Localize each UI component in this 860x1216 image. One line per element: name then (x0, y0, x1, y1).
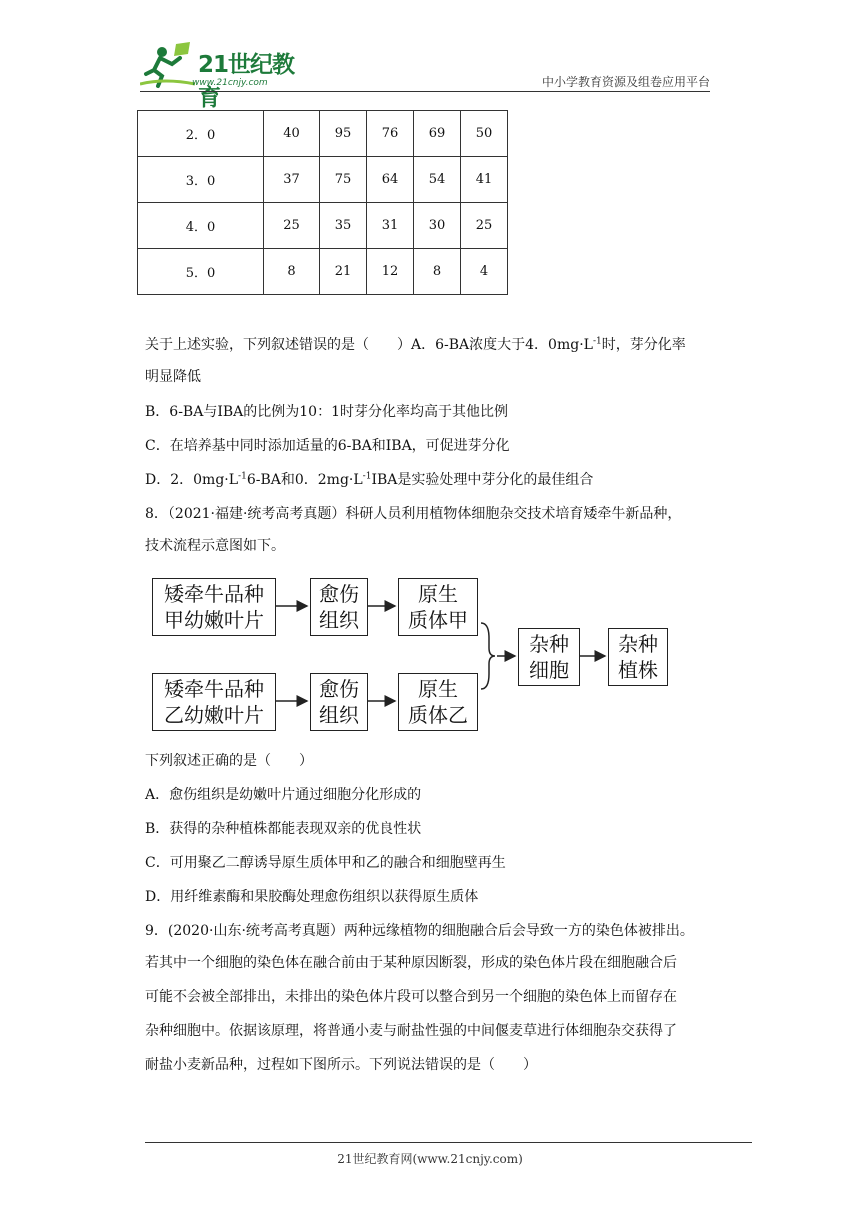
q8-stem-cont: 技术流程示意图如下。 (145, 538, 285, 554)
table-cell: 76 (367, 111, 414, 157)
table-cell: 64 (367, 157, 414, 203)
q8-question: 下列叙述正确的是（ ） (145, 753, 313, 769)
q7-stem: 关于上述实验，下列叙述错误的是（ ）A．6-BA浓度大于4．$0mg\cdot L^{-1}$时，芽分化率 (145, 336, 686, 353)
header-divider (140, 91, 710, 92)
table-row (138, 111, 508, 157)
q7-option-b: B．6-BA与IBA的比例为10：1时芽分化率均高于其他比例 (145, 404, 508, 420)
table-cell: 95 (320, 111, 367, 157)
table-cell: 40 (264, 111, 320, 157)
table-cell: 25 (264, 203, 320, 249)
runner-logo-icon (140, 40, 200, 90)
table-cell: 5．0 (138, 249, 264, 295)
hybrid-plant-box: 杂种 植株 (608, 628, 668, 686)
footer-text: 21世纪教育网(www.21cnjy.com) (337, 1152, 523, 1166)
table-cell: 4．0 (138, 203, 264, 249)
leaf-box-b: 矮牵牛品种 乙幼嫩叶片 (152, 673, 276, 731)
callus-box-b: 愈伤 组织 (310, 673, 368, 731)
q7-option-c: C．在培养基中同时添加适量的6-BA和IBA，可促进芽分化 (145, 438, 510, 454)
table-cell: 69 (414, 111, 461, 157)
q8-option-a: A．愈伤组织是幼嫩叶片通过细胞分化形成的 (145, 787, 422, 803)
footer-divider (145, 1142, 752, 1143)
protoplast-box-b: 原生 质体乙 (398, 673, 478, 731)
table-cell: 35 (320, 203, 367, 249)
q8-option-c: C．可用聚乙二醇诱导原生质体甲和乙的融合和细胞壁再生 (145, 855, 506, 871)
results-table (137, 110, 508, 295)
logo-url: www.21cnjy.com (192, 78, 268, 88)
q9-line: 可能不会被全部排出，未排出的染色体片段可以整合到另一个细胞的染色体上而留存在 (145, 989, 677, 1005)
flow-diagram (145, 573, 705, 738)
table-cell: 3．0 (138, 157, 264, 203)
table-cell: 31 (367, 203, 414, 249)
protoplast-box-a: 原生 质体甲 (398, 578, 478, 636)
table-cell: 8 (264, 249, 320, 295)
q8-option-b: B．获得的杂种植株都能表现双亲的优良性状 (145, 821, 422, 837)
q9-line: 杂种细胞中。依据该原理，将普通小麦与耐盐性强的中间偃麦草进行体细胞杂交获得了 (145, 1023, 677, 1039)
table-cell: 21 (320, 249, 367, 295)
q9-line: 若其中一个细胞的染色体在融合前由于某种原因断裂，形成的染色体片段在细胞融合后 (145, 955, 677, 971)
leaf-box-a: 矮牵牛品种 甲幼嫩叶片 (152, 578, 276, 636)
q7-option-d: D．2．$0mg\cdot L^{-1}6-BA$和0．$2mg\cdot L^{-1}IBA$是实验处理中芽分化的最佳组合 (145, 471, 594, 488)
table-cell: 8 (414, 249, 461, 295)
q9-line: 耐盐小麦新品种，过程如下图所示。下列说法错误的是（ ） (145, 1057, 537, 1073)
table-cell: 50 (461, 111, 508, 157)
site-logo (140, 40, 315, 111)
logo-text: 21世纪教育 (198, 52, 295, 111)
table-cell: 25 (461, 203, 508, 249)
table-row (138, 249, 508, 295)
table-cell: 37 (264, 157, 320, 203)
table-cell: 4 (461, 249, 508, 295)
q8-option-d: D．用纤维素酶和果胶酶处理愈伤组织以获得原生质体 (145, 889, 479, 905)
table-row (138, 157, 508, 203)
callus-box-a: 愈伤 组织 (310, 578, 368, 636)
table-cell: 2．0 (138, 111, 264, 157)
hybrid-cell-box: 杂种 细胞 (518, 628, 580, 686)
q8-stem: 8．（2021·福建·统考高考真题）科研人员利用植物体细胞杂交技术培育矮牵牛新品种， (145, 506, 682, 522)
table-row (138, 203, 508, 249)
table-cell: 41 (461, 157, 508, 203)
platform-name: 中小学教育资源及组卷应用平台 (541, 75, 710, 89)
table-cell: 75 (320, 157, 367, 203)
table-cell: 54 (414, 157, 461, 203)
table-cell: 12 (367, 249, 414, 295)
q7-stem-cont: 明显降低 (145, 369, 201, 385)
q9-line: 9．(2020·山东·统考高考真题）两种远缘植物的细胞融合后会导致一方的染色体被排出。 (145, 923, 694, 939)
table-cell: 30 (414, 203, 461, 249)
page-header (0, 0, 860, 111)
